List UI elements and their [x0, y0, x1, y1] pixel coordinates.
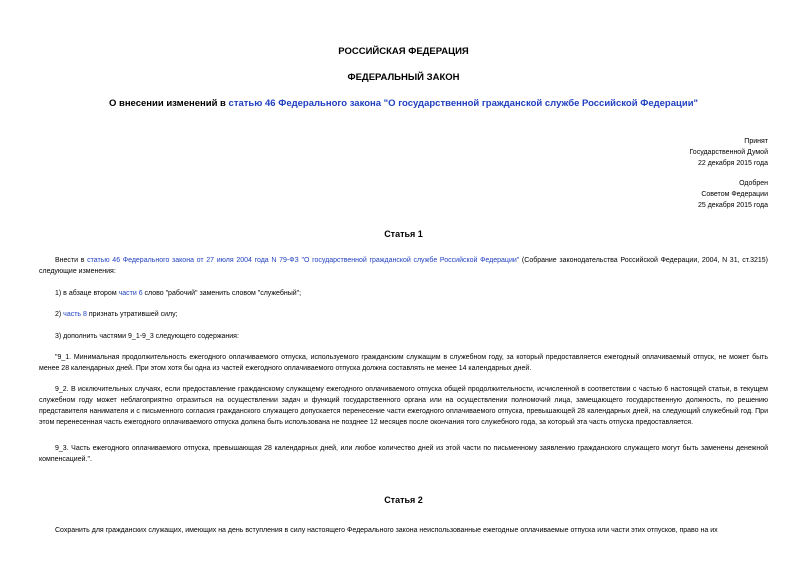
item-1-link[interactable]: части 6 — [118, 290, 143, 297]
article-2-heading: Статья 2 — [384, 495, 423, 505]
intro-prefix: Внести в — [55, 257, 88, 264]
approved-body: Советом Федерации — [701, 191, 768, 198]
item-1-prefix: 1) в абзаце втором — [55, 290, 119, 297]
approved-label: Одобрен — [739, 180, 768, 187]
approved-date: 25 декабря 2015 года — [697, 202, 768, 209]
adopted-block — [689, 136, 768, 169]
item-3: 3) дополнить частями 9_1-9_3 следующего содержания: — [55, 333, 239, 340]
intro-suffix: (Собрание законодательства Российской Федерации, 2004, N 31, ст.3215) следующие изменения: — [39, 257, 769, 275]
doc-type-heading: ФЕДЕРАЛЬНЫЙ ЗАКОН — [347, 72, 460, 83]
item-2 — [39, 309, 768, 320]
title-article-link[interactable]: статью 46 Федерального закона "О государственной гражданской службе Российской Федерации" — [228, 98, 699, 109]
item-2-link[interactable]: часть 8 — [63, 311, 87, 318]
document-title — [0, 98, 807, 109]
adopted-body: Государственной Думой — [689, 149, 768, 156]
item-2-suffix: признать утратившей силу; — [86, 311, 178, 318]
article-1-intro — [39, 255, 768, 277]
adopted-date: 22 декабря 2015 года — [697, 160, 768, 167]
item-2-prefix: 2) — [55, 311, 64, 318]
part-9-3: 9_3. Часть ежегодного оплачиваемого отпуска, превышающая 28 календарных дней, или любое количество дней из этой части по письменному заявлению гражданского служащего могут быть заменены денежной компенсацией.". — [39, 445, 768, 463]
item-1 — [39, 288, 768, 299]
article-1-heading: Статья 1 — [384, 229, 423, 239]
item-1-suffix: слово "рабочий" заменить словом "служебный"; — [142, 290, 302, 297]
intro-law-link[interactable]: статью 46 Федерального закона от 27 июля 2004 года N 79-ФЗ "О государственной гражданской службе Российской Федерации" — [87, 257, 520, 264]
adopted-label: Принят — [744, 138, 768, 145]
title-prefix: О внесении изменений в — [108, 98, 229, 109]
country-heading: РОССИЙСКАЯ ФЕДЕРАЦИЯ — [338, 46, 469, 57]
article-2-text: Сохранить для гражданских служащих, имеющих на день вступления в силу настоящего Федерального закона неиспользованные ежегодные оплачиваемые отпуска или части этих отпусков, право на их — [55, 527, 718, 534]
part-9-1: "9_1. Минимальная продолжительность ежегодного оплачиваемого отпуска, используемого гражданским служащим в служебном году, за который предоставляется ежегодный оплачиваемый отпуск, не может быть менее 28 календарных дней. При этом хотя бы одна из частей ежегодного оплачиваемого отпуска должна составлять не менее 14 календарных дней. — [39, 354, 768, 372]
approved-block — [698, 178, 768, 211]
part-9-2: 9_2. В исключительных случаях, если предоставление гражданскому служащему ежегодного оплачиваемого отпуска общей продолжительности, исчисленной в соответствии с частью 6 настоящей статьи, в текущем служебном году может неблагоприятно отразиться на осуществлении задач и функций государственного органа или на осуществлении полномочий лица, замещающего государственную должность, по решению представителя нанимателя и с письменного согласия гражданского служащего допускается перенесение части ежегодного оплачиваемого отпуска, превышающей 28 календарных дней, на следующий служебный год. При этом перенесенная часть ежегодного оплачиваемого отпуска должна быть использована не позднее 12 месяцев после окончания того служебного года, за который эта часть отпуска предоставляется. — [39, 386, 768, 426]
